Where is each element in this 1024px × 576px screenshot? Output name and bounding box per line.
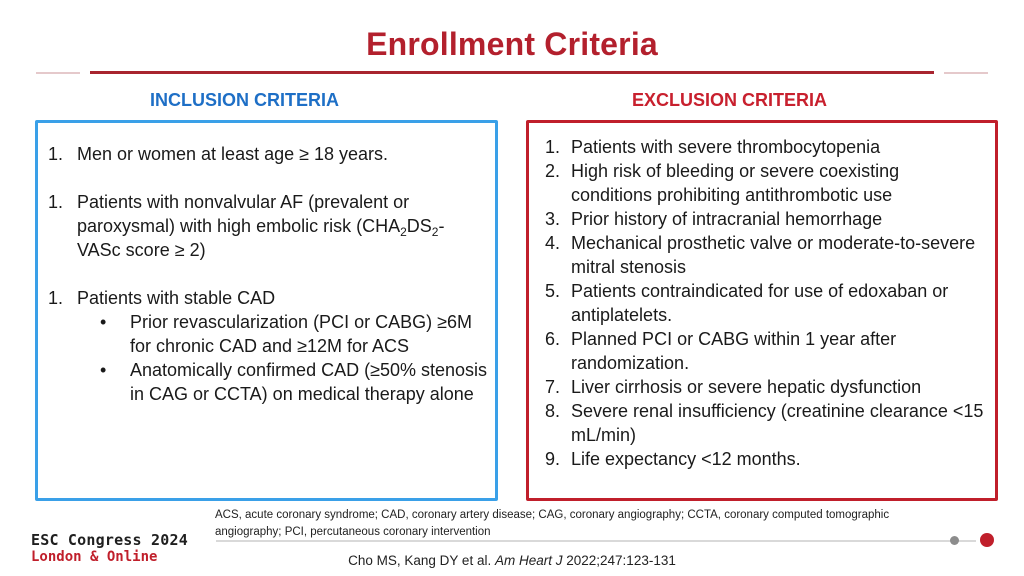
exclusion-header: EXCLUSION CRITERIA	[632, 90, 828, 110]
item-text: Patients contraindicated for use of edoxaban or antiplatelets.	[571, 281, 949, 325]
item-text: Planned PCI or CABG within 1 year after randomization.	[571, 329, 897, 373]
bullet-text: Prior revascularization (PCI or CABG) ≥6M for chronic CAD and ≥12M for ACS	[130, 312, 472, 356]
exclusion-item	[545, 327, 985, 375]
exclusion-item	[545, 447, 985, 471]
title-divider-right	[944, 72, 988, 74]
item-text: High risk of bleeding or severe coexisting conditions prohibiting antithrombotic use	[571, 161, 900, 205]
citation-journal: Am Heart J	[494, 553, 563, 568]
bullet-marker: •	[100, 360, 107, 380]
inclusion-item	[48, 286, 488, 406]
logo-line-2: London & Online	[31, 549, 158, 565]
exclusion-item	[545, 375, 985, 399]
item-text: Severe renal insufficiency (creatinine clearance <15 mL/min)	[571, 401, 984, 445]
item-number: 7.	[545, 377, 561, 397]
bullet-item	[77, 310, 488, 358]
exclusion-box	[526, 120, 998, 501]
red-dot-decoration	[980, 533, 994, 547]
logo-line-1: ESC Congress 2024	[31, 531, 188, 549]
grey-dot-decoration	[950, 536, 959, 545]
inclusion-box	[35, 120, 498, 501]
citation	[0, 553, 1024, 568]
item-number: 6.	[545, 329, 561, 349]
item-text: Patients with severe thrombocytopenia	[571, 137, 881, 157]
item-number: 1.	[48, 288, 64, 308]
title-divider-left	[36, 72, 80, 74]
item-text-part: Patients with nonvalvular AF (prevalent or paroxysmal) with high embolic risk (CHA	[77, 192, 410, 236]
title-divider	[90, 71, 934, 74]
item-text: Mechanical prosthetic valve or moderate-to-severe mitral stenosis	[571, 233, 976, 277]
exclusion-item	[545, 207, 985, 231]
item-number: 1.	[545, 137, 561, 157]
item-text-part: -VASc score ≥ 2)	[77, 216, 445, 260]
exclusion-item	[545, 159, 985, 207]
item-number: 1.	[48, 144, 64, 164]
exclusion-list	[545, 135, 985, 471]
page-title: Enrollment Criteria	[366, 26, 658, 62]
bullet-list	[77, 310, 488, 406]
item-number: 2.	[545, 161, 561, 181]
inclusion-list	[48, 142, 488, 430]
item-text: Prior history of intracranial hemorrhage	[571, 209, 883, 229]
citation-authors: Cho MS, Kang DY et al.	[348, 553, 492, 568]
item-number: 3.	[545, 209, 561, 229]
inclusion-item	[48, 142, 488, 166]
subscript: 2	[400, 225, 407, 239]
footer-divider	[216, 540, 976, 542]
item-text: Liver cirrhosis or severe hepatic dysfunction	[571, 377, 922, 397]
item-text	[77, 190, 488, 262]
item-number: 1.	[48, 192, 64, 212]
inclusion-header: INCLUSION CRITERIA	[150, 90, 339, 110]
bullet-text: Anatomically confirmed CAD (≥50% stenosis in CAG or CCTA) on medical therapy alone	[130, 360, 488, 404]
item-number: 8.	[545, 401, 561, 421]
item-text: Patients with stable CAD	[77, 288, 276, 308]
bullet-marker: •	[100, 312, 107, 332]
citation-details: 2022;247:123-131	[566, 553, 676, 568]
item-text: Life expectancy <12 months.	[571, 449, 801, 469]
item-number: 9.	[545, 449, 561, 469]
bullet-item	[77, 358, 488, 406]
item-text-part: DS	[406, 216, 432, 236]
exclusion-item	[545, 231, 985, 279]
subscript: 2	[431, 225, 439, 239]
exclusion-item	[545, 279, 985, 327]
item-number: 5.	[545, 281, 561, 301]
exclusion-item	[545, 399, 985, 447]
exclusion-item	[545, 135, 985, 159]
abbreviations-footnote: ACS, acute coronary syndrome; CAD, coronary artery disease; CAG, coronary angiography; CCTA, coronary computed tomographic angiography; PCI, percutaneous coronary intervention	[215, 509, 890, 538]
item-text: Men or women at least age ≥ 18 years.	[77, 144, 389, 164]
inclusion-item	[48, 190, 488, 262]
item-number: 4.	[545, 233, 561, 253]
